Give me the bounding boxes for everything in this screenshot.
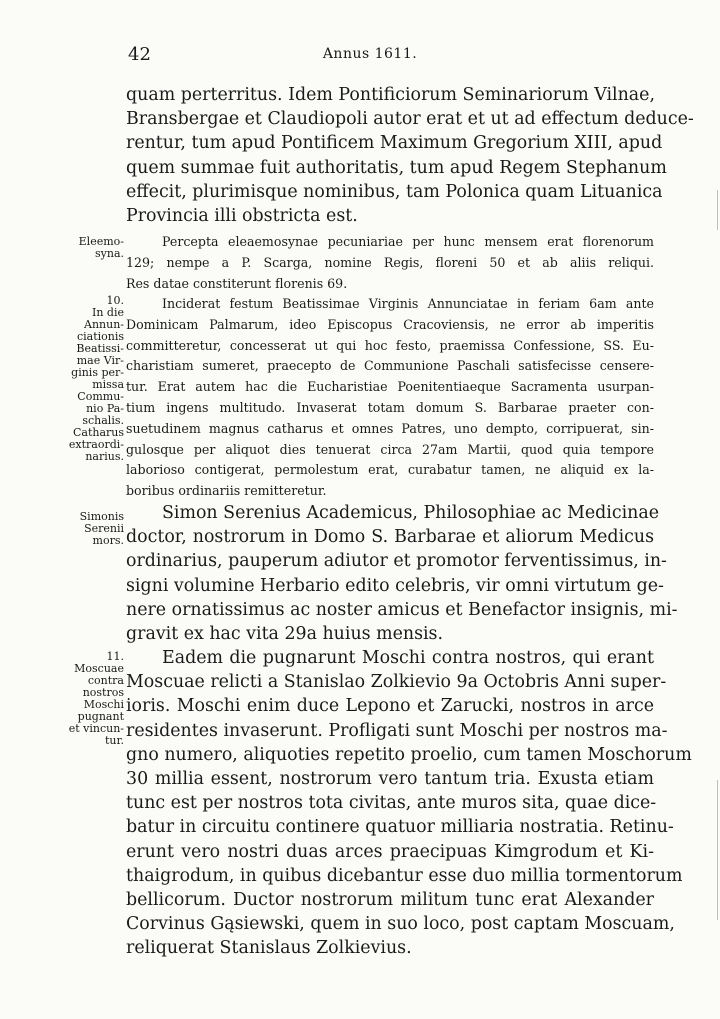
text-line: reliquerat Stanislaus Zolkievius. [126,938,412,959]
margin-line: Eleemo- [78,235,124,248]
margin-line: syna. [95,247,124,260]
margin-line: extraordi- [68,438,124,451]
text-line: effecit, plurimisque nominibus, tam Polonica quam Lituanica [126,181,663,202]
paragraph-moscow [126,646,692,960]
text-line: boribus ordinariis remitteretur. [126,483,327,499]
margin-line: Moschi [83,698,124,711]
text-line: residentes invaserunt. Profligati sunt Moschi per nostros ma- [126,720,668,741]
text-line: suetudinem magnus catharus et omnes Patres, uno dempto, corripuerat, sin- [126,420,654,436]
margin-line: mae Vir- [76,354,124,367]
margin-line: tur. [104,734,124,747]
margin-line: Annun- [84,318,124,331]
text-line: Eadem die pugnarunt Moschi contra nostros, qui erant [162,648,654,668]
text-line: gravit ex hac vita 29a huius mensis. [126,623,444,644]
margin-line: 10. [106,294,124,307]
margin-line: ginis per- [71,366,124,379]
margin-note-annunciation [56,295,124,463]
margin-line: pugnant [77,710,124,723]
text-line: Res datae constiterunt florenis 69. [126,275,348,291]
margin-note-moscow [56,651,124,747]
margin-line: schalis. [82,414,124,427]
text-line: Dominicam Palmarum, ideo Episcopus Cracoviensis, ne error ab imperitis [126,316,654,332]
margin-line: mors. [92,534,124,547]
scan-edge-mark [717,190,718,230]
margin-line: In die [92,306,124,319]
text-line: erunt vero nostri duas arces praecipuas Kimgrodum et Ki- [126,841,654,862]
text-line: Percepta eleaemosynae pecuniariae per hunc mensem erat florenorum [162,234,654,249]
margin-line: contra [87,674,124,687]
text-line: tur. Erat autem hac die Eucharistiae Poenitentiaeque Sacramenta usurpan- [126,379,654,395]
text-line: doctor, nostrorum in Domo S. Barbarae et aliorum Medicus [126,527,654,548]
text-line: ordinarius, pauperum adiutor et promotor ferventissimus, in- [126,551,667,572]
text-line: quam perterritus. Idem Pontificiorum Seminariorum Vilnae, [126,85,655,105]
text-line: laborioso contigerat, permolestum erat, curabatur tamen, ne aliquid ex la- [126,462,654,478]
paragraph-annunciation [126,294,654,502]
running-title: Annus 1611. [322,46,418,62]
margin-line: Serenii [84,522,124,535]
paragraph-seminaries [126,83,694,228]
scan-edge-mark [717,780,718,920]
text-line: gulosque per aliquot dies tenuerat circa 27am Martii, quod quia tempore [126,441,654,457]
margin-line: et vincun- [68,722,124,735]
text-line: Provincia illi obstricta est. [126,205,358,226]
text-line: Corvinus Gąsiewski, quem in suo loco, post captam Moscuam, [126,914,675,935]
text-line: 30 millia essent, nostrorum vero tantum tria. Exusta etiam [126,768,654,789]
text-line: thaigrodum, in quibus dicebantur esse duo millia tormentorum [126,865,683,886]
text-line: committeretur, concesserat ut qui hoc festo, praemissa Confessione, SS. Eu- [126,337,654,353]
text-line: Inciderat festum Beatissimae Virginis Annunciatae in feriam 6am ante [162,296,654,311]
text-line: Moscuae relicti a Stanislao Zolkievio 9a Octobris Anni super- [126,672,667,693]
text-line: quem summae fuit authoritatis, tum apud Regem Stephanum [126,157,667,178]
text-line: nere ornatissimus ac noster amicus et Benefactor insignis, mi- [126,599,678,620]
text-line: gno numero, aliquoties repetito proelio, cum tamen Moschorum [126,744,692,765]
text-line: charistiam sumeret, praecepto de Communione Paschali satisfecisse censere- [126,358,654,374]
text-line: rentur, tum apud Pontificem Maximum Gregorium XIII, apud [126,133,663,154]
text-line: tium ingens multitudo. Invaserat totam domum S. Barbarae praeter con- [126,399,654,415]
margin-note-serenius [56,511,124,547]
text-line: tunc est per nostros tota civitas, ante muros sita, quae dice- [126,793,657,814]
margin-line: Simonis [79,510,124,523]
margin-line: Beatissi- [76,342,124,355]
margin-line: Commu- [77,390,124,403]
margin-line: narius. [85,450,124,463]
text-line: 129; nempe a P. Scarga, nomine Regis, floreni 50 et ab aliis reliqui. [126,254,654,270]
text-line: bellicorum. Ductor nostrorum militum tunc erat Alexander [126,889,654,910]
text-line: Bransbergae et Claudiopoli autor erat et ut ad effectum deduce- [126,109,694,130]
text-line: batur in circuitu continere quatuor milliaria nostratia. Retinu- [126,817,674,838]
margin-line: nio Pa- [86,402,124,415]
margin-line: Moscuae [74,662,124,675]
margin-line: missa [92,378,124,391]
text-line: signi volumine Herbario edito celebris, vir omni virtutum ge- [126,575,664,596]
margin-line: 11. [106,650,124,663]
text-line: Simon Serenius Academicus, Philosophiae ac Medicinae [162,503,660,523]
margin-note-eleemosyna [56,236,124,260]
paragraph-eleemosyna [126,232,654,294]
page-number: 42 [128,44,151,65]
margin-line: nostros [82,686,124,699]
paragraph-serenius [126,501,678,646]
margin-line: Catharus [72,426,124,439]
margin-line: ciationis [76,330,124,343]
text-line: ioris. Moschi enim duce Lepono et Zarucki, nostros in arce [126,696,654,717]
